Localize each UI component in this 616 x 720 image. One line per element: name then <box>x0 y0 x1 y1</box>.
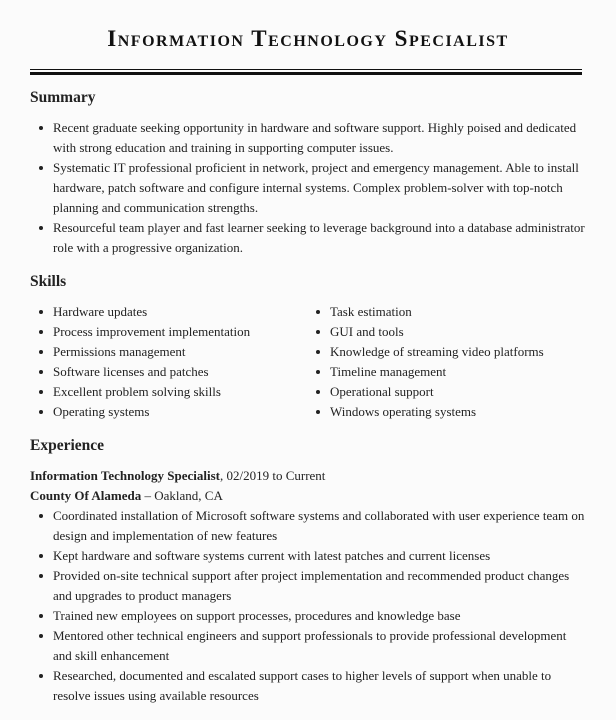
job-dates: , 02/2019 to Current <box>219 468 326 483</box>
job-location: – Oakland, CA <box>141 488 223 503</box>
job-title: Information Technology Specialist <box>30 468 220 483</box>
list-item: Recent graduate seeking opportunity in hardware and software support. Highly poised and dedicated with strong education and training in supporting computer issues. <box>53 118 586 158</box>
skill-item: Software licenses and patches <box>53 362 307 382</box>
skills-columns <box>30 302 586 422</box>
resume-body <box>30 88 586 720</box>
job-title-line <box>30 466 586 486</box>
skills-right-column <box>307 302 584 422</box>
skill-item: Task estimation <box>330 302 584 322</box>
job-employer: County Of Alameda <box>30 488 142 503</box>
skill-item: Operational support <box>330 382 584 402</box>
list-item: Kept hardware and software systems current with latest patches and current licenses <box>53 546 586 566</box>
skill-item: Excellent problem solving skills <box>53 382 307 402</box>
skills-heading: Skills <box>30 273 67 290</box>
skill-item: Operating systems <box>53 402 307 422</box>
list-item: Mentored other technical engineers and support professionals to provide professional development and skill enhancement <box>53 626 586 666</box>
list-item: Trained new employees on support processes, procedures and knowledge base <box>53 606 586 626</box>
list-item: Provided on-site technical support after project implementation and recommended product changes and upgrades to product managers <box>53 566 586 606</box>
skill-item: Permissions management <box>53 342 307 362</box>
list-item: Systematic IT professional proficient in network, project and emergency management. Able to install hardware, patch software and configure internal systems. Complex problem-solver with top-notch planning and communication strengths. <box>53 158 586 218</box>
skills-section <box>30 272 586 422</box>
job-employer-line <box>30 486 586 506</box>
skill-item: Hardware updates <box>53 302 307 322</box>
skills-left-column <box>30 302 307 422</box>
summary-section <box>30 88 586 258</box>
skill-item: GUI and tools <box>330 322 584 342</box>
job-bullets <box>30 506 586 706</box>
summary-heading: Summary <box>30 89 96 106</box>
experience-section <box>30 436 586 706</box>
header-divider-thin <box>30 69 582 70</box>
list-item: Resourceful team player and fast learner seeking to leverage background into a database administrator role with a progressive organization. <box>53 218 586 258</box>
resume-title: Information Technology Specialist <box>107 26 509 51</box>
summary-list <box>30 118 586 258</box>
skill-item: Process improvement implementation <box>53 322 307 342</box>
skill-item: Timeline management <box>330 362 584 382</box>
list-item: Researched, documented and escalated support cases to higher levels of support when unable to resolve issues using available resources <box>53 666 586 706</box>
skill-item: Windows operating systems <box>330 402 584 422</box>
experience-heading: Experience <box>30 437 105 454</box>
list-item: Coordinated installation of Microsoft software systems and collaborated with user experience team on design and implementation of new features <box>53 506 586 546</box>
header-divider-thick <box>30 72 582 75</box>
skill-item: Knowledge of streaming video platforms <box>330 342 584 362</box>
